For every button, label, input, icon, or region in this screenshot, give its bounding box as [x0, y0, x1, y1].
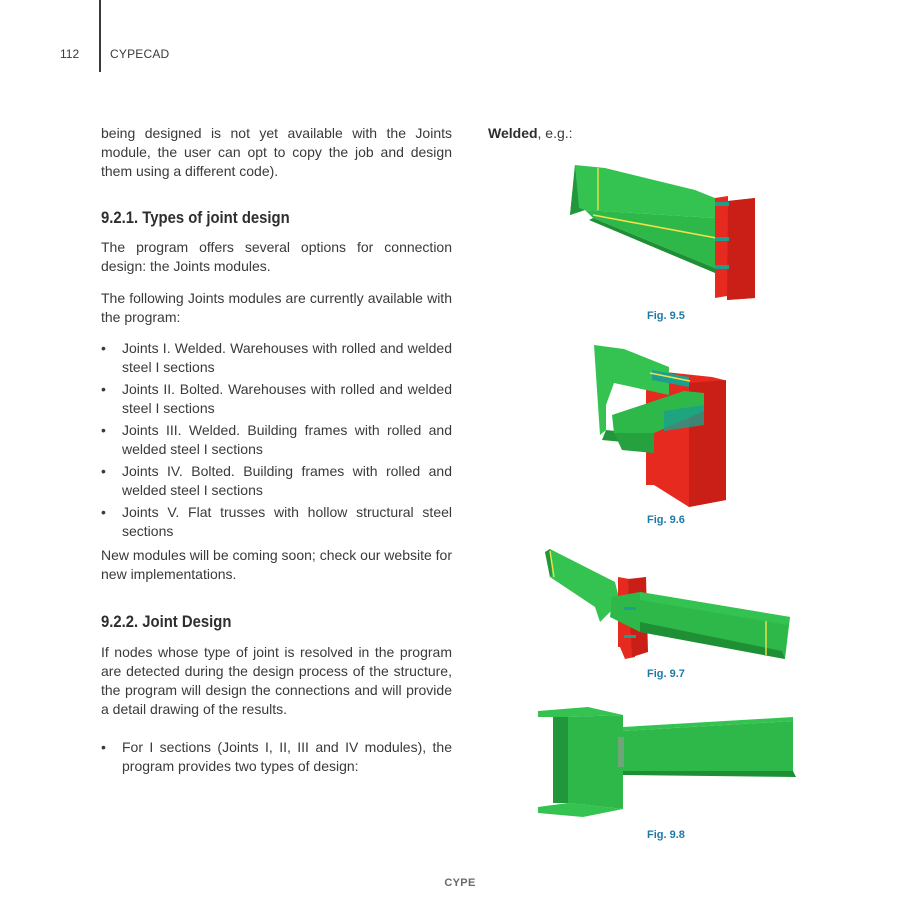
- section-921-closing: New modules will be coming soon; check our website for new implementations.: [101, 547, 452, 582]
- list-item: • Joints II. Bolted. Warehouses with rolled and welded steel I sections: [101, 380, 452, 418]
- list-item: • Joints III. Welded. Building frames with rolled and welded steel I sections: [101, 421, 452, 459]
- section-921-para2: The following Joints modules are currently available with the program:: [101, 290, 452, 325]
- document-title: CYPECAD: [110, 47, 170, 61]
- section-922-heading: 9.2.2. Joint Design: [101, 613, 232, 631]
- fig-caption-9-5: Fig. 9.5: [647, 310, 685, 322]
- section-922-para1: If nodes whose type of joint is resolved in the program are detected during the design process of the structure, the program will design the connections and will provide a detail drawing of the results.: [101, 644, 452, 717]
- intro-paragraph: being designed is not yet available with the Joints module, the user can opt to copy the job and design them using a different code).: [101, 125, 452, 179]
- modules-list: [101, 339, 452, 544]
- welded-label: [488, 125, 573, 141]
- list-item: • Joints I. Welded. Warehouses with rolled and welded steel I sections: [101, 339, 452, 377]
- header-rule: [99, 0, 101, 72]
- section-921-heading: 9.2.1. Types of joint design: [101, 209, 290, 227]
- welded-ridge-joint-icon: [540, 547, 795, 665]
- section-922-list: [101, 738, 452, 779]
- welded-beam-to-column-joint-icon: [565, 160, 765, 302]
- welded-label-suffix: , e.g.:: [537, 125, 573, 141]
- welded-label-bold: Welded: [488, 125, 538, 141]
- fig-caption-9-7: Fig. 9.7: [647, 668, 685, 680]
- fig-caption-9-6: Fig. 9.6: [647, 514, 685, 526]
- footer-brand: CYPE: [444, 877, 476, 889]
- list-item: • For I sections (Joints I, II, III and IV modules), the program provides two types of design:: [101, 738, 452, 776]
- list-item: • Joints IV. Bolted. Building frames with rolled and welded steel I sections: [101, 462, 452, 500]
- welded-column-beam-joint-icon: [538, 707, 798, 817]
- list-item: • Joints V. Flat trusses with hollow structural steel sections: [101, 503, 452, 541]
- fig-caption-9-8: Fig. 9.8: [647, 829, 685, 841]
- welded-corner-joint-icon: [594, 345, 734, 510]
- page-number: 112: [60, 47, 80, 61]
- section-921-para1: The program offers several options for connection design: the Joints modules.: [101, 239, 452, 274]
